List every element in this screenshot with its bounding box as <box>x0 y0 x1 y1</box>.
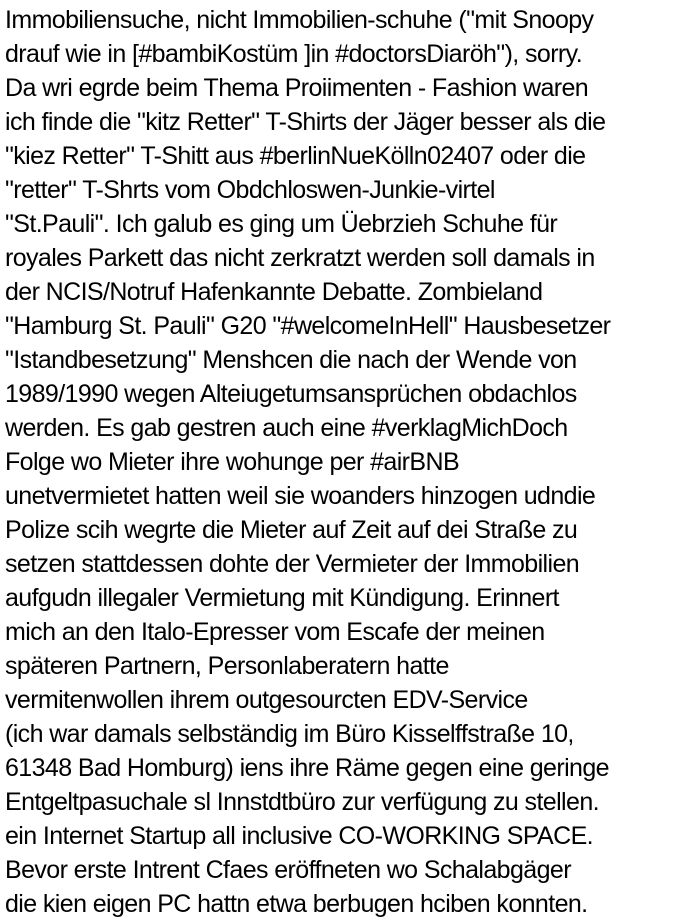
document-text-block <box>5 3 610 921</box>
text-line: setzen stattdessen dohte der Vermieter der Immobilien <box>5 550 580 578</box>
text-line: Bevor erste Intrent Cfaes eröffneten wo Schalabgäger <box>5 856 571 884</box>
text-line: drauf wie in [#bambiKostüm ]in #doctorsDiaröh"), sorry. <box>5 40 583 68</box>
text-line: werden. Es gab gestren auch eine #verklagMichDoch <box>5 414 568 442</box>
text-line: 1989/1990 wegen Alteiugetumsansprüchen obdachlos <box>5 380 577 408</box>
text-line: Entgeltpasuchale sl Innstdtbüro zur verfügung zu stellen. <box>5 788 599 816</box>
text-line: ein Internet Startup all inclusive CO-WORKING SPACE. <box>5 822 593 850</box>
text-line: ich finde die "kitz Retter" T-Shirts der Jäger besser als die <box>5 108 606 136</box>
text-line: unetvermietet hatten weil sie woanders hinzogen udndie <box>5 482 596 510</box>
text-line: "kiez Retter" T-Shitt aus #berlinNueKölln02407 oder die <box>5 142 586 170</box>
text-line: "Hamburg St. Pauli" G20 "#welcomeInHell" Hausbesetzer <box>5 312 611 340</box>
text-line: "Istandbesetzung" Menshcen die nach der Wende von <box>5 346 577 374</box>
text-line: Polize scih wegrte die Mieter auf Zeit auf dei Straße zu <box>5 516 578 544</box>
text-line: "retter" T-Shrts vom Obdchloswen-Junkie-virtel <box>5 176 495 204</box>
text-line: aufgudn illegaler Vermietung mit Kündigung. Erinnert <box>5 584 559 612</box>
text-line: "St.Pauli". Ich galub es ging um Üebrzieh Schuhe für <box>5 210 558 238</box>
text-line: vermitenwollen ihrem outgesourcten EDV-Service <box>5 686 528 714</box>
text-line: (ich war damals selbständig im Büro Kisselffstraße 10, <box>5 720 574 748</box>
text-line: die kien eigen PC hattn etwa berbugen hciben konnten. <box>5 890 588 918</box>
text-line: Folge wo Mieter ihre wohunge per #airBNB <box>5 448 460 476</box>
text-line: späteren Partnern, Personlaberatern hatte <box>5 652 449 680</box>
text-line: der NCIS/Notruf Hafenkannte Debatte. Zombieland <box>5 278 543 306</box>
text-line: royales Parkett das nicht zerkratzt werden soll damals in <box>5 244 595 272</box>
text-line: mich an den Italo-Epresser vom Escafe der meinen <box>5 618 545 646</box>
text-line: Immobiliensuche, nicht Immobilien-schuhe ("mit Snoopy <box>5 6 594 34</box>
text-line: 61348 Bad Homburg) iens ihre Räme gegen eine geringe <box>5 754 609 782</box>
text-line: Da wri egrde beim Thema Proiimenten - Fashion waren <box>5 74 589 102</box>
